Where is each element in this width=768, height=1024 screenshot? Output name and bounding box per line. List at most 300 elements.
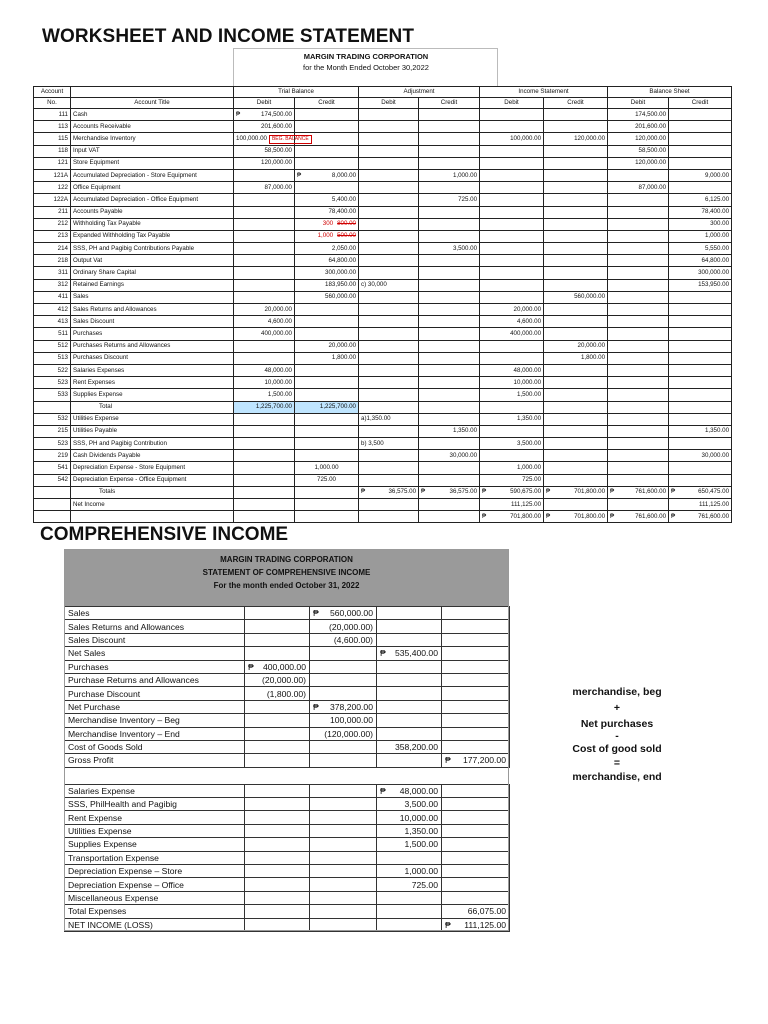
balance-credit-value: 111,125.00	[698, 500, 730, 508]
trial-credit	[295, 340, 359, 352]
account-title: Input VAT	[71, 145, 234, 157]
income-debit	[480, 194, 544, 206]
balance-debit-value: 201,600.00	[635, 122, 667, 130]
account-number: 118	[34, 145, 71, 157]
income-debit	[480, 340, 544, 352]
income-credit	[544, 328, 608, 340]
adjustment-credit-value: 725.00	[458, 195, 478, 203]
adjustment-credit	[419, 157, 480, 169]
adjustment-credit	[419, 230, 480, 242]
account-title: Depreciation Expense - Store Equipment	[71, 462, 234, 474]
balance-credit-value: 300,000.00	[698, 269, 730, 277]
trial-credit	[295, 352, 359, 364]
amount-c2-value: 378,200.00	[329, 701, 373, 712]
account-title: Depreciation Expense - Office Equipment	[71, 474, 234, 486]
adjustment-debit	[359, 243, 419, 255]
income-debit	[480, 389, 544, 401]
amount-c2	[310, 660, 377, 673]
amount-c2	[310, 891, 377, 904]
trial-credit	[295, 279, 359, 291]
adjustment-debit	[359, 279, 419, 291]
income-debit-value: 10,000.00	[513, 378, 542, 386]
trial-debit	[234, 109, 295, 121]
amount-c1	[245, 660, 310, 673]
income-debit	[480, 255, 544, 267]
table-row	[34, 438, 732, 450]
adjustment-credit	[419, 511, 480, 523]
account-number: 122	[34, 182, 71, 194]
amount-c4	[442, 660, 510, 673]
amount-c4-value: 66,075.00	[467, 906, 506, 917]
amount-c2	[310, 700, 377, 713]
amount-c2-value: (120,000.00)	[324, 728, 373, 739]
amount-c2	[310, 740, 377, 753]
amount-c3-value: 3,500.00	[404, 799, 438, 810]
amount-c2	[310, 905, 377, 918]
account-title: Utilities Payable	[71, 425, 234, 437]
balance-debit	[608, 157, 669, 169]
adjustment-debit	[359, 340, 419, 352]
balance-debit	[608, 462, 669, 474]
total-row	[34, 486, 732, 498]
balance-credit	[669, 267, 732, 279]
amount-c1	[245, 824, 310, 837]
trial-credit	[295, 169, 359, 181]
amount-c1-value: (1,800.00)	[266, 688, 306, 699]
statement-row	[65, 714, 510, 727]
trial-debit	[234, 267, 295, 279]
col-credit: Credit	[419, 98, 480, 109]
line-label: Rent Expense	[65, 811, 245, 824]
balance-debit	[608, 413, 669, 425]
balance-credit-value: 78,400.00	[701, 208, 730, 216]
table-row	[34, 182, 732, 194]
trial-credit-value: 2,050.00	[331, 244, 357, 252]
amount-c4	[442, 811, 510, 824]
amount-c1	[245, 740, 310, 753]
amount-c3	[377, 784, 442, 797]
adjustment-debit	[359, 450, 419, 462]
income-credit	[544, 206, 608, 218]
trial-debit	[234, 486, 295, 498]
amount-c3-value: 1,500.00	[404, 839, 438, 850]
balance-debit	[608, 255, 669, 267]
income-debit-value: 590,675.00	[510, 488, 542, 496]
col-trial-balance: Trial Balance	[234, 87, 359, 98]
trial-debit-value: 58,500.00	[264, 147, 292, 155]
amount-c1	[245, 607, 310, 620]
trial-debit	[234, 169, 295, 181]
income-credit	[544, 304, 608, 316]
income-credit	[544, 389, 608, 401]
note-line: merchandise, beg	[572, 686, 662, 698]
income-credit	[544, 109, 608, 121]
adjustment-credit-value: 1,000.00	[452, 171, 478, 179]
amount-c1-value: 400,000.00	[262, 661, 306, 672]
table-row	[34, 304, 732, 316]
trial-credit	[295, 218, 359, 230]
amount-c4	[442, 891, 510, 904]
amount-c4	[442, 851, 510, 864]
header-divider	[233, 48, 234, 86]
amount-c2	[310, 607, 377, 620]
adjustment-debit	[359, 328, 419, 340]
comprehensive-income-table	[64, 606, 510, 932]
amount-c4	[442, 714, 510, 727]
account-title: Withholding Tax Payable	[71, 218, 234, 230]
table-row	[34, 255, 732, 267]
income-debit	[480, 169, 544, 181]
balance-credit	[669, 438, 732, 450]
income-credit	[544, 316, 608, 328]
statement-row	[65, 824, 510, 837]
adjustment-debit	[359, 499, 419, 511]
income-debit	[480, 133, 544, 145]
account-number: 542	[34, 474, 71, 486]
balance-credit	[669, 157, 732, 169]
balance-debit	[608, 230, 669, 242]
balance-credit-value: 5,550.00	[704, 244, 730, 252]
table-row	[34, 243, 732, 255]
balance-debit	[608, 499, 669, 511]
amount-c4	[442, 620, 510, 633]
income-debit-value: 400,000.00	[510, 329, 542, 337]
income-credit	[544, 291, 608, 303]
balance-debit	[608, 340, 669, 352]
income-credit-value: 20,000.00	[577, 342, 606, 350]
income-credit	[544, 340, 608, 352]
trial-credit	[295, 304, 359, 316]
trial-debit	[234, 328, 295, 340]
adjustment-credit	[419, 389, 480, 401]
amount-c4	[442, 740, 510, 753]
trial-debit	[234, 255, 295, 267]
amount-c2	[310, 798, 377, 811]
peso-sign: ₱	[546, 488, 551, 496]
income-credit	[544, 352, 608, 364]
col-income-statement: Income Statement	[480, 87, 608, 98]
statement-row	[65, 865, 510, 878]
account-number: 522	[34, 364, 71, 376]
trial-debit	[234, 474, 295, 486]
peso-sign: ₱	[313, 608, 319, 619]
line-label: Net Purchase	[65, 700, 245, 713]
table-row	[34, 413, 732, 425]
income-debit-value: 3,500.00	[516, 439, 542, 447]
table-row	[34, 499, 732, 511]
statement-row	[65, 838, 510, 851]
col-account: Account	[34, 87, 71, 98]
income-credit	[544, 145, 608, 157]
amount-c3	[377, 740, 442, 753]
amount-c2-value: 100,000.00	[329, 715, 373, 726]
account-title: Net Income	[71, 499, 234, 511]
peso-sign: ₱	[610, 512, 615, 520]
amount-c1	[245, 647, 310, 660]
peso-sign: ₱	[297, 171, 302, 179]
account-number: 411	[34, 291, 71, 303]
balance-credit	[669, 486, 732, 498]
income-debit	[480, 486, 544, 498]
adjustment-debit	[359, 133, 419, 145]
balance-credit	[669, 389, 732, 401]
peso-sign: ₱	[380, 785, 386, 796]
amount-c3	[377, 673, 442, 686]
account-title: Expanded Withholding Tax Payable	[71, 230, 234, 242]
amount-c2	[310, 838, 377, 851]
amount-c1	[245, 633, 310, 646]
amount-c3	[377, 918, 442, 931]
statement-row	[65, 878, 510, 891]
line-label: Purchases	[65, 660, 245, 673]
income-debit	[480, 413, 544, 425]
adjustment-credit	[419, 486, 480, 498]
trial-debit-value: 10,000.00	[264, 378, 292, 386]
worksheet-company: MARGIN TRADING CORPORATION	[303, 52, 429, 61]
amount-c3	[377, 838, 442, 851]
balance-debit	[608, 438, 669, 450]
amount-c2	[310, 811, 377, 824]
income-credit-value: 560,000.00	[574, 293, 606, 301]
balance-credit-value: 761,600.00	[698, 512, 730, 520]
income-credit	[544, 499, 608, 511]
income-credit	[544, 194, 608, 206]
statement-row	[65, 754, 510, 767]
peso-sign: ₱	[671, 488, 676, 496]
amount-c2	[310, 865, 377, 878]
adjustment-debit-value: b) 3,500	[361, 439, 384, 447]
balance-debit	[608, 206, 669, 218]
adjustment-debit	[359, 218, 419, 230]
trial-credit	[295, 389, 359, 401]
trial-debit-value: 87,000.00	[264, 183, 292, 191]
adjustment-credit	[419, 352, 480, 364]
trial-debit	[234, 377, 295, 389]
trial-debit	[234, 206, 295, 218]
income-credit	[544, 230, 608, 242]
income-debit	[480, 243, 544, 255]
amount-c1	[245, 687, 310, 700]
balance-debit-value: 174,500.00	[635, 110, 667, 118]
statement-row	[65, 687, 510, 700]
income-credit	[544, 450, 608, 462]
line-label: Transportation Expense	[65, 851, 245, 864]
adjustment-debit	[359, 182, 419, 194]
trial-credit	[295, 413, 359, 425]
adjustment-debit	[359, 364, 419, 376]
spacer-cell	[310, 767, 377, 784]
trial-debit	[234, 352, 295, 364]
balance-debit	[608, 389, 669, 401]
trial-credit	[295, 182, 359, 194]
balance-credit-value: 30,000.00	[701, 451, 730, 459]
amount-c3	[377, 905, 442, 918]
trial-credit	[295, 450, 359, 462]
statement-header	[64, 549, 509, 606]
amount-c4	[442, 607, 510, 620]
trial-credit	[295, 425, 359, 437]
balance-credit	[669, 109, 732, 121]
worksheet-table	[33, 86, 732, 523]
amount-c1	[245, 620, 310, 633]
peso-sign: ₱	[546, 512, 551, 520]
trial-credit: 725.00	[295, 474, 359, 486]
col-debit: Debit	[480, 98, 544, 109]
income-credit	[544, 267, 608, 279]
balance-credit	[669, 364, 732, 376]
trial-debit-value: 400,000.00	[261, 329, 292, 337]
balance-debit	[608, 364, 669, 376]
account-number	[34, 401, 71, 413]
line-label: Sales Returns and Allowances	[65, 620, 245, 633]
adjustment-credit	[419, 194, 480, 206]
statement-title: STATEMENT OF COMPREHENSIVE INCOME	[202, 568, 371, 577]
account-title: Utilities Expense	[71, 413, 234, 425]
worksheet-subtitle	[235, 51, 497, 73]
amount-c4	[442, 905, 510, 918]
trial-credit	[295, 401, 359, 413]
formula-notes	[542, 684, 692, 785]
account-number: 512	[34, 340, 71, 352]
account-title: Total	[71, 401, 234, 413]
amount-c1	[245, 811, 310, 824]
beg-balance-tag: BEG. BALANCE	[269, 135, 312, 144]
note-line: =	[613, 757, 621, 769]
amount-c4	[442, 673, 510, 686]
col-credit: Credit	[669, 98, 732, 109]
income-credit	[544, 218, 608, 230]
amount-c3-value: 535,400.00	[394, 648, 438, 659]
balance-credit	[669, 304, 732, 316]
account-number: 219	[34, 450, 71, 462]
statement-row	[65, 740, 510, 753]
table-row	[34, 291, 732, 303]
income-debit-value: 725.00	[522, 476, 542, 484]
peso-sign: ₱	[236, 110, 241, 118]
account-number: 111	[34, 109, 71, 121]
balance-credit	[669, 377, 732, 389]
amount-c2	[310, 918, 377, 931]
amount-c3	[377, 647, 442, 660]
income-debit-value: 111,125.00	[510, 500, 542, 508]
note-line: Net purchases	[580, 718, 654, 730]
table-row	[34, 450, 732, 462]
peso-sign: ₱	[380, 648, 386, 659]
balance-credit-value: 153,950.00	[698, 281, 730, 289]
trial-debit-value: 1,500.00	[267, 390, 292, 398]
income-debit	[480, 304, 544, 316]
line-label: Purchase Discount	[65, 687, 245, 700]
amount-c2	[310, 687, 377, 700]
amount-c1	[245, 838, 310, 851]
income-debit	[480, 218, 544, 230]
balance-credit	[669, 352, 732, 364]
income-credit-value: 120,000.00	[574, 134, 606, 142]
statement-row	[65, 647, 510, 660]
amount-c3	[377, 878, 442, 891]
trial-credit	[295, 377, 359, 389]
spacer-cell	[245, 767, 310, 784]
statement-row	[65, 798, 510, 811]
income-debit	[480, 279, 544, 291]
peso-sign: ₱	[482, 488, 487, 496]
account-number: 212	[34, 218, 71, 230]
account-number: 115	[34, 133, 71, 145]
balance-debit	[608, 121, 669, 133]
statement-row	[65, 891, 510, 904]
adjustment-debit	[359, 230, 419, 242]
balance-credit-value: 650,475.00	[698, 488, 730, 496]
account-title: Accumulated Depreciation - Store Equipment	[71, 169, 234, 181]
adjustment-debit	[359, 169, 419, 181]
line-label: Cost of Goods Sold	[65, 740, 245, 753]
income-debit	[480, 145, 544, 157]
amount-c2	[310, 851, 377, 864]
balance-credit	[669, 133, 732, 145]
adjustment-debit	[359, 304, 419, 316]
line-label: Sales Discount	[65, 633, 245, 646]
account-title: Purchases Returns and Allowances	[71, 340, 234, 352]
balance-credit	[669, 169, 732, 181]
amount-c1	[245, 918, 310, 931]
trial-debit	[234, 340, 295, 352]
trial-credit	[295, 511, 359, 523]
trial-debit	[234, 121, 295, 133]
account-title: SSS, PH and Pagibig Contribution	[71, 438, 234, 450]
income-credit	[544, 243, 608, 255]
peso-sign: ₱	[361, 488, 366, 496]
col-blank	[71, 87, 234, 98]
income-debit-value: 1,350.00	[516, 415, 542, 423]
peso-sign: ₱	[482, 512, 487, 520]
table-row	[34, 352, 732, 364]
income-credit	[544, 413, 608, 425]
amount-c2-value: 560,000.00	[329, 608, 373, 619]
adjustment-debit-value: 36,575.00	[388, 488, 417, 496]
income-credit-value: 701,800.00	[574, 512, 606, 520]
income-credit	[544, 474, 608, 486]
peso-sign: ₱	[445, 919, 451, 930]
trial-credit	[295, 121, 359, 133]
amount-c1	[245, 878, 310, 891]
trial-debit	[234, 133, 309, 145]
balance-debit	[608, 450, 669, 462]
statement-row	[65, 660, 510, 673]
table-row	[34, 389, 732, 401]
account-title: Accumulated Depreciation - Office Equipment	[71, 194, 234, 206]
account-number: 523	[34, 438, 71, 450]
table-row	[34, 316, 732, 328]
trial-debit	[234, 157, 295, 169]
amount-c4	[442, 784, 510, 797]
income-debit	[480, 230, 544, 242]
adjustment-debit	[359, 194, 419, 206]
amount-c2-value: (20,000.00)	[329, 621, 373, 632]
income-credit	[544, 121, 608, 133]
amount-c2	[310, 673, 377, 686]
balance-debit	[608, 401, 669, 413]
amount-c4	[442, 754, 510, 767]
amount-c4-value: 177,200.00	[462, 755, 506, 766]
table-row	[34, 169, 732, 181]
adjustment-credit	[419, 340, 480, 352]
account-number: 121	[34, 157, 71, 169]
adjustment-debit	[359, 206, 419, 218]
trial-debit	[234, 364, 295, 376]
trial-debit	[234, 145, 295, 157]
adjustment-debit	[359, 462, 419, 474]
income-debit	[480, 401, 544, 413]
